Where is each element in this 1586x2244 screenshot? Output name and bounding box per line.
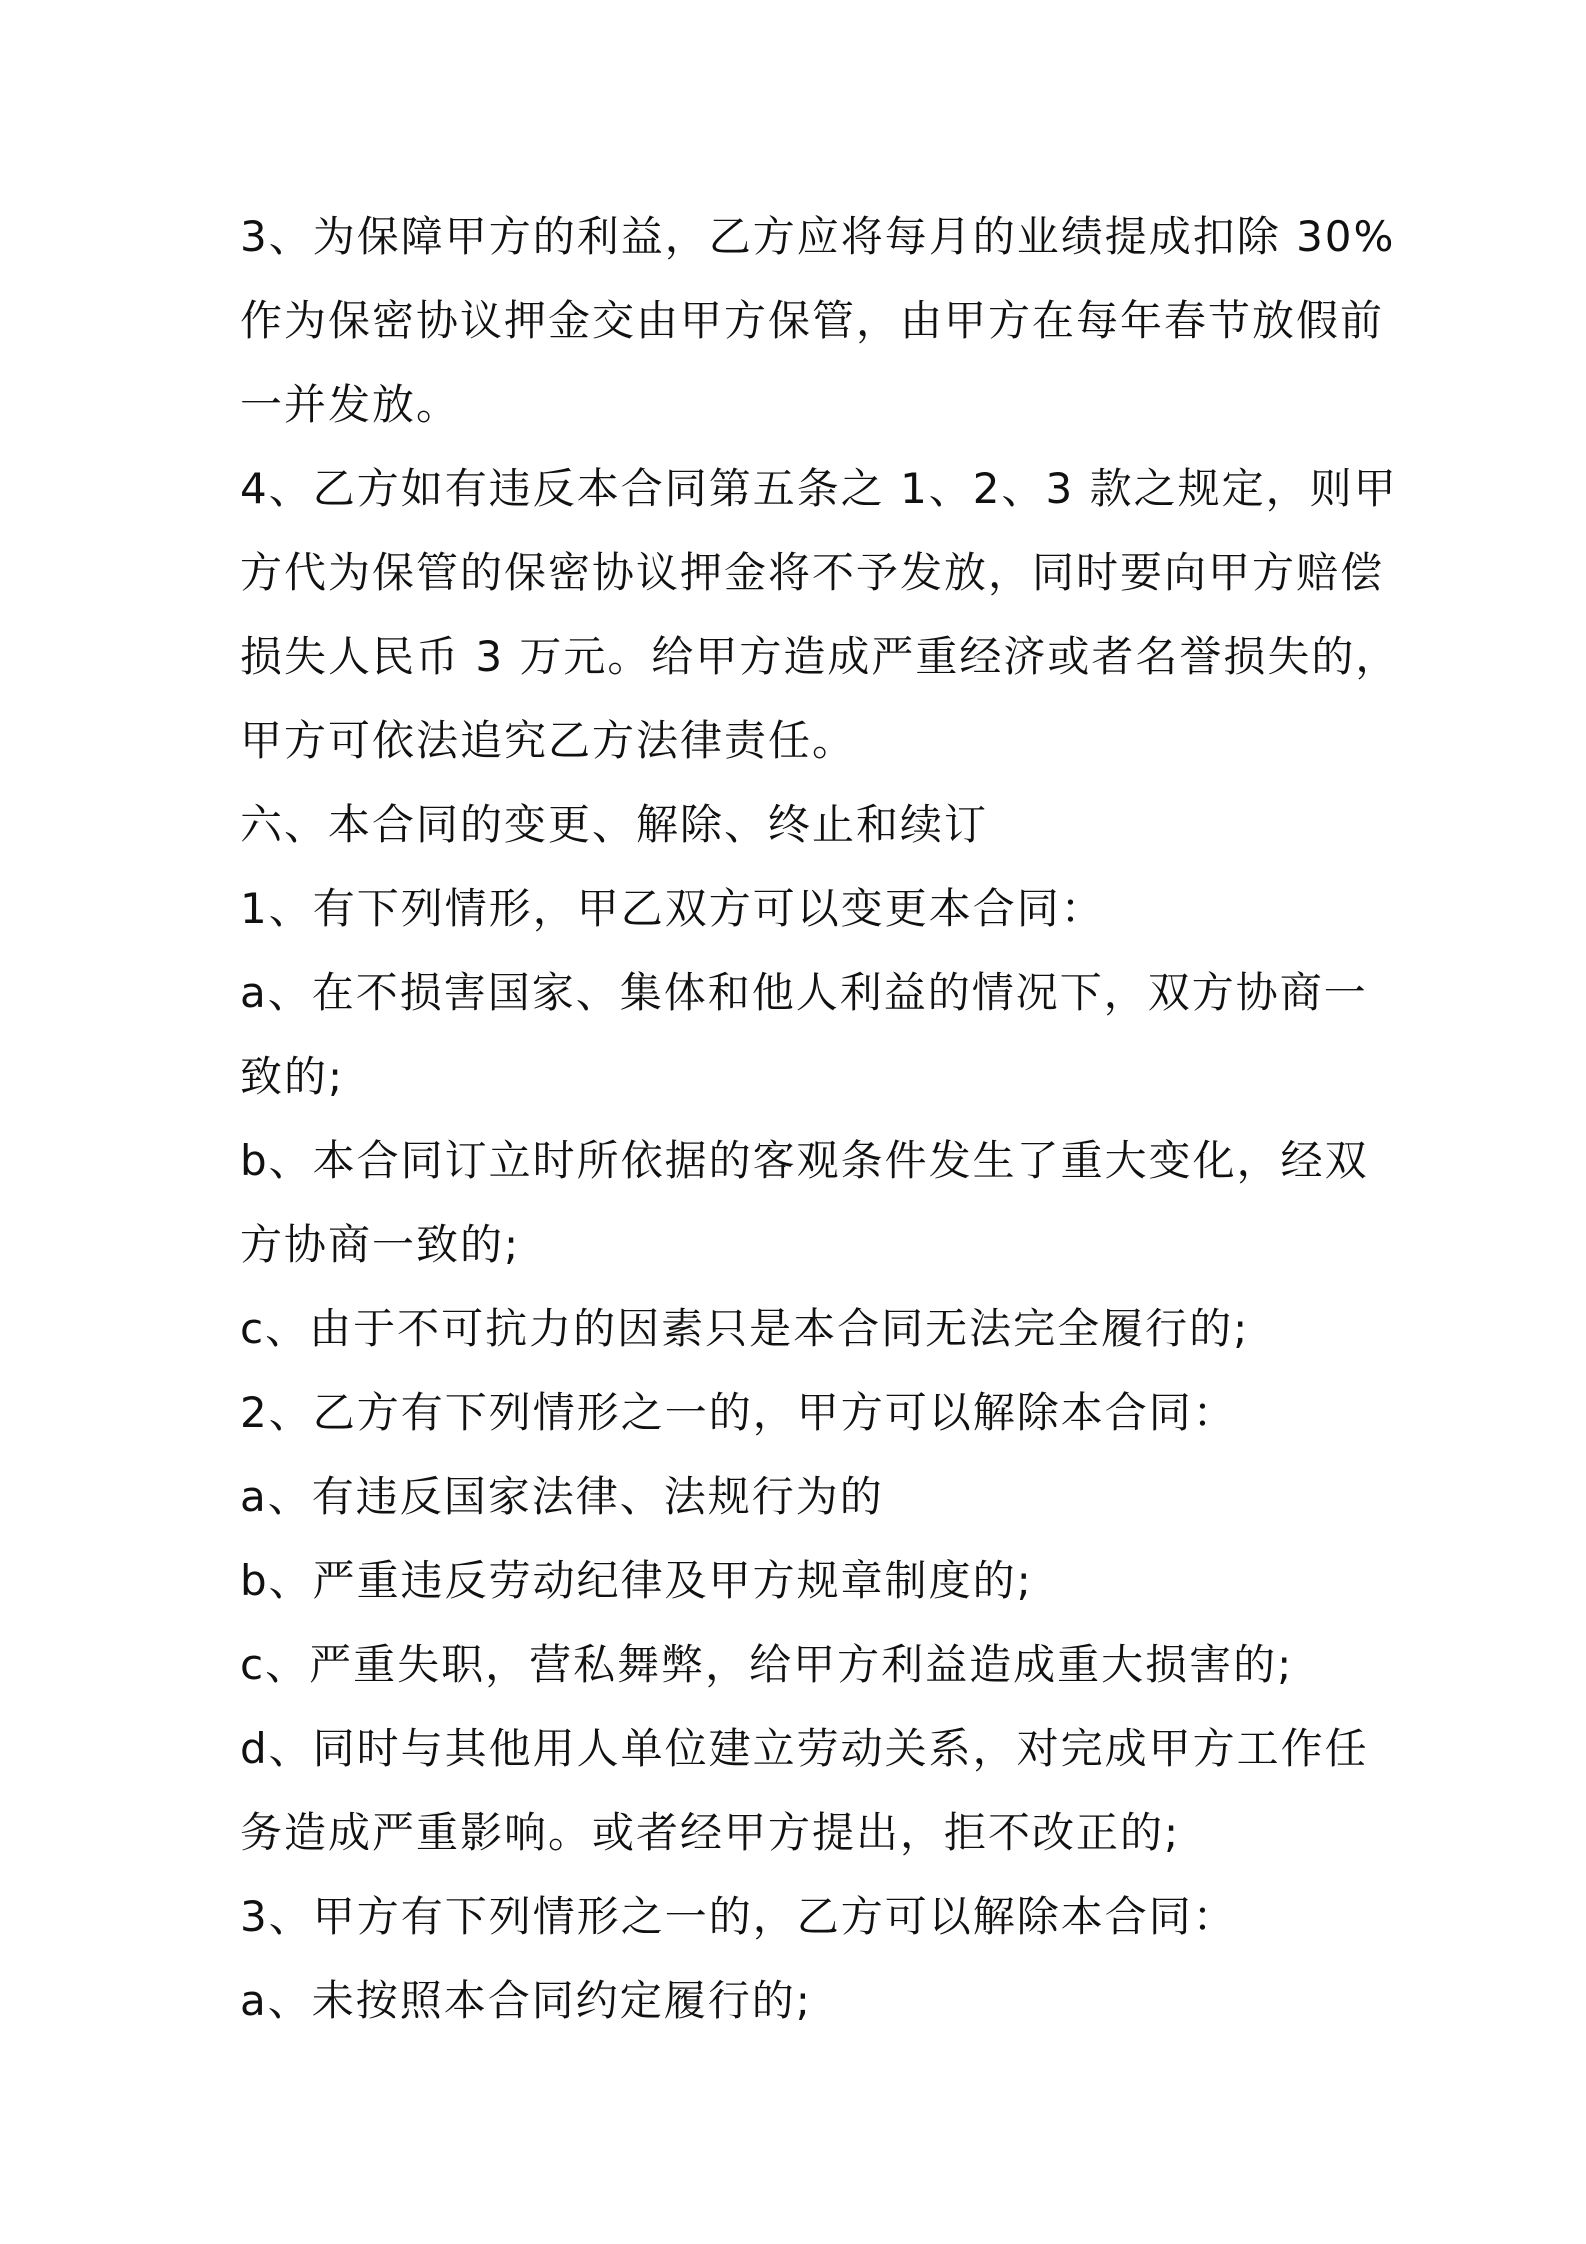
- text-line: c、由于不可抗力的因素只是本合同无法完全履行的;: [240, 1304, 1250, 1353]
- text-line: 损失人民币 3 万元。给甲方造成严重经济或者名誉损失的，: [240, 632, 1400, 681]
- text-line: d、同时与其他用人单位建立劳动关系，对完成甲方工作任: [240, 1724, 1369, 1773]
- text-line: 方协商一致的;: [240, 1220, 521, 1269]
- text-line: 务造成严重影响。或者经甲方提出，拒不改正的;: [240, 1808, 1181, 1857]
- text-line: 致的;: [240, 1052, 345, 1101]
- text-line: 1、有下列情形，甲乙双方可以变更本合同：: [240, 884, 1105, 933]
- text-line: a、有违反国家法律、法规行为的: [240, 1472, 884, 1521]
- text-line: a、在不损害国家、集体和他人利益的情况下，双方协商一: [240, 968, 1368, 1017]
- contract-text: [240, 195, 1400, 2043]
- text-line: 方代为保管的保密协议押金将不予发放，同时要向甲方赔偿: [240, 548, 1385, 597]
- text-line: 3、甲方有下列情形之一的，乙方可以解除本合同：: [240, 1892, 1237, 1941]
- text-line: 3、为保障甲方的利益，乙方应将每月的业绩提成扣除 30%: [240, 212, 1396, 261]
- text-line: b、严重违反劳动纪律及甲方规章制度的;: [240, 1556, 1033, 1605]
- text-line: a、未按照本合同约定履行的;: [240, 1976, 812, 2025]
- text-line: b、本合同订立时所依据的客观条件发生了重大变化，经双: [240, 1136, 1369, 1185]
- text-line: 作为保密协议押金交由甲方保管，由甲方在每年春节放假前: [240, 296, 1385, 345]
- text-line: 甲方可依法追究乙方法律责任。: [240, 716, 857, 765]
- text-line: 一并发放。: [240, 380, 461, 429]
- text-line: c、严重失职，营私舞弊，给甲方利益造成重大损害的;: [240, 1640, 1294, 1689]
- text-line: 4、乙方如有违反本合同第五条之 1、2、3 款之规定，则甲: [240, 464, 1398, 513]
- text-line: 2、乙方有下列情形之一的，甲方可以解除本合同：: [240, 1388, 1237, 1437]
- section-heading: 六、本合同的变更、解除、终止和续订: [240, 800, 989, 849]
